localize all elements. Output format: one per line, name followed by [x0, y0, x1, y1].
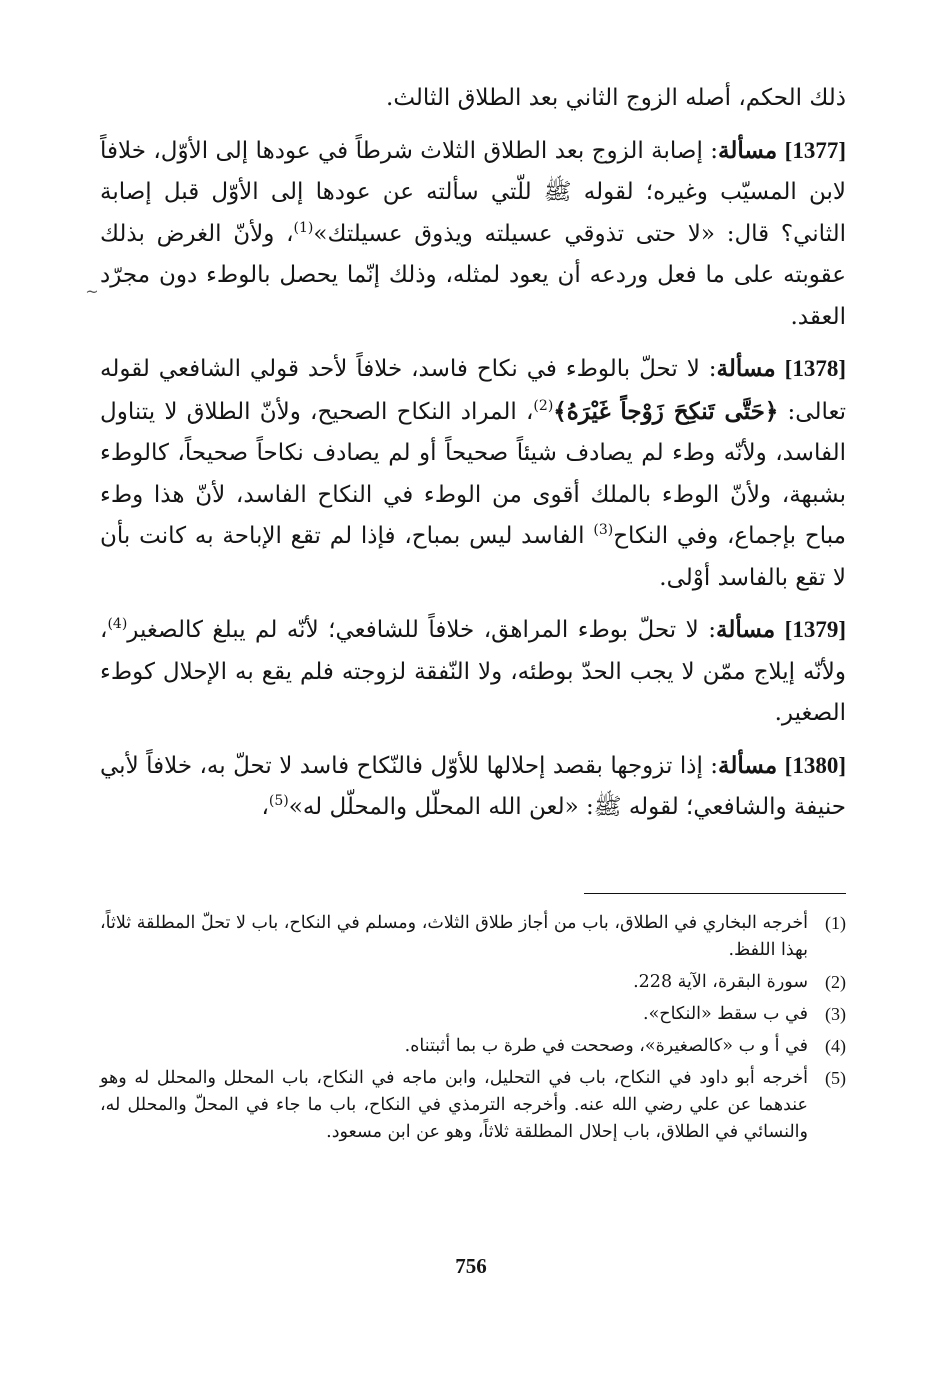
paragraph-text: ، ولأنّه إيلاج ممّن لا يجب الحدّ بوطئه، ولا النّفقة لزوجته فلم يقع به الإحلال كوطء الصغير.: [100, 617, 846, 726]
paragraph-text: الفاسد ليس بمباح، فإذا لم تقع الإباحة به كانت بأن لا تقع بالفاسد أوْلى.: [100, 523, 846, 591]
footnote-number: (5): [825, 1068, 846, 1088]
paragraph-1377: [100, 130, 846, 339]
issue-label: مسألة: [716, 616, 776, 643]
footnote-ref-4[interactable]: (4): [107, 616, 128, 632]
footnote-number: (2): [825, 972, 846, 992]
footnote-divider: [584, 893, 846, 894]
issue-number: [1378]: [784, 356, 847, 381]
footnote-number: (1): [825, 913, 846, 933]
footnote-number: (3): [825, 1004, 846, 1024]
footnotes: [100, 910, 846, 1151]
footnote-text: في أ و ب «كالصغيرة»، وصححت في طرة ب بما أثبتناه.: [404, 1036, 808, 1056]
footnote-ref-2[interactable]: (2): [533, 397, 554, 414]
paragraph-text: : إصابة الزوج بعد الطلاق الثلاث شرطاً في عودها إلى الأوّل، خلافاً لابن المسيّب وغيره؛ لقوله ﷺ للّتي سألته عن عودها إلى الأوّل قبل إصابة الثاني؟ قال: «لا حتى تذوقي عسيلته ويذوق عسيلتك»: [100, 137, 847, 247]
paragraph-text: ذلك الحكم، أصله الزوج الثاني بعد الطلاق الثالث.: [386, 85, 846, 111]
paragraph-1379: [100, 609, 846, 735]
issue-label: مسألة: [718, 136, 778, 164]
paragraph-text: : لا تحلّ بوطء المراهق، خلافاً للشافعي؛ لأنّه لم يبلغ كالصغير: [127, 617, 717, 643]
footnote-item: [100, 1065, 846, 1146]
paragraph-intro: [100, 78, 846, 120]
footnote-ref-1[interactable]: (1): [293, 219, 314, 236]
paragraph-text: ،: [261, 794, 269, 820]
main-text: [100, 78, 846, 829]
footnote-item: [100, 1001, 846, 1028]
footnote-ref-3[interactable]: (3): [593, 522, 614, 538]
issue-number: [1377]: [784, 137, 846, 163]
paragraph-1380: [100, 745, 846, 829]
paragraph-text: ، المراد النكاح الصحيح، ولأنّ الطلاق لا يتناول الفاسد، ولأنّه وطء لم يصادف شيئاً صحيحاً أو لم يصادف نكاحاً صحيحاً، كالوطء بشبهة، ولأنّ الوطء بالملك أقوى من الوطء في النكاح الفاسد، لأنّ هذا وطء مباح بإجماع، وفي النكاح: [100, 398, 846, 549]
footnote-ref-5[interactable]: (5): [268, 793, 289, 809]
issue-number: [1380]: [784, 752, 846, 778]
footnote-item: [100, 1033, 846, 1060]
quran-verse: ﴿حَتَّى تَنكِحَ زَوْجاً غَيْرَهُ﴾: [553, 397, 779, 425]
margin-mark: ~: [85, 282, 99, 301]
footnote-item: [100, 910, 846, 964]
issue-number: [1379]: [784, 617, 847, 642]
paragraph-text: : إذا تزوجها بقصد إحلالها للأوّل فالنّكاح فاسد لا تحلّ به، خلافاً لأبي حنيفة والشافعي؛ لقوله ﷺ: «لعن الله المحلّل والمحلّل له»: [100, 752, 846, 820]
paragraph-text: ، ولأنّ الغرض بذلك عقوبته على ما فعل وردعه أن يعود لمثله، وذلك إنّما يحصل بالوطء دون مجرّد العقد.: [100, 220, 846, 330]
footnote-text: أخرجه البخاري في الطلاق، باب من أجاز طلاق الثلاث، ومسلم في النكاح، باب لا تحلّ المطلقة ثلاثاً، بهذا اللفظ.: [100, 913, 808, 960]
footnote-item: [100, 969, 846, 996]
issue-label: مسألة: [718, 751, 778, 779]
footnote-text: في ب سقط «النكاح».: [643, 1004, 808, 1024]
paragraph-1378: [100, 348, 846, 599]
paragraph-text: : لا تحلّ بالوطء في نكاح فاسد، خلافاً لأحد قولي الشافعي لقوله تعالى:: [100, 356, 846, 425]
footnote-text: أخرجه أبو داود في النكاح، باب في التحليل، وابن ماجه في النكاح، باب المحلل والمحلل له وهو عندهما عن علي رضي الله عنه. وأخرجه الترمذي في النكاح، باب ما جاء في المحلّ والمحلل له، والنسائي في الطلاق، باب إحلال المطلقة ثلاثاً، وهو عن ابن مسعود.: [100, 1068, 808, 1142]
footnote-text: سورة البقرة، الآية 228.: [633, 972, 808, 992]
issue-label: مسألة: [716, 355, 776, 382]
page-number: 756: [455, 1254, 487, 1278]
footnote-number: (4): [825, 1036, 846, 1056]
